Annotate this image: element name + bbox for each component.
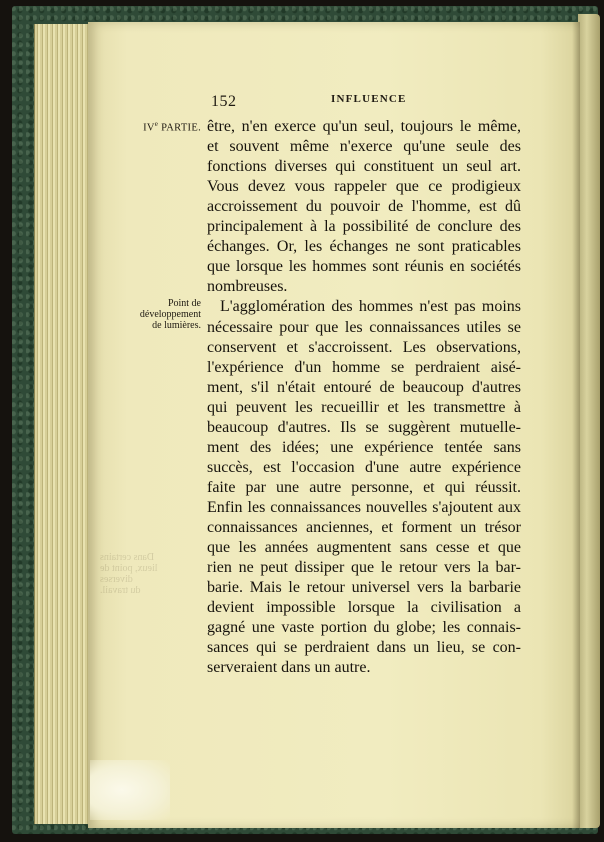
text-line: Enfin les connaissances nouvelles s'ajoutent aux [207, 499, 521, 516]
text-line: nombreuses. [207, 278, 288, 295]
text-line: et souvent même n'exerce qu'une seule des [207, 138, 521, 155]
text-line: ment des idées; une expérience tentée sans [207, 439, 521, 456]
page-stack-edge [34, 24, 91, 824]
text-line: l'expérience d'un homme se perdraient aisé- [207, 359, 521, 376]
text-line: fonctions diverses qui constituent un seul art. [207, 158, 521, 175]
text-line: serveraient dans un autre. [207, 659, 371, 676]
facing-page-edge [578, 14, 600, 828]
page-number: 152 [211, 93, 237, 110]
part-label: PARTIE. [158, 122, 201, 134]
text-line: gagné une vaste portion du globe; les connais- [207, 619, 521, 636]
margin-note-line: développement [139, 309, 201, 320]
text-line: barie. Mais le retour universel vers la barbarie [207, 579, 521, 596]
text-line: que lorsque les hommes sont réunis en sociétés [207, 258, 521, 275]
part-number: IV [143, 122, 155, 134]
margin-note-line: de lumières. [152, 320, 201, 331]
bleed-through-line: Dans certains [100, 552, 155, 563]
text-line: conservent et s'accroissent. Les observations, [207, 339, 521, 356]
gutter-shadow [572, 22, 580, 828]
text-line: rien ne peut dissiper que le retour vers la bar- [207, 559, 521, 576]
text-line: que les années augmentent sans cesse et que [207, 539, 521, 556]
text-line: faite par une autre personne, et qui réussit. [207, 479, 521, 496]
text-line: sances qui se perdraient dans un lieu, se con- [207, 639, 521, 656]
part-superscript: e [154, 120, 159, 128]
part-marker [111, 119, 201, 134]
text-line: beaucoup d'autres. Ils se suggèrent mutuelle- [207, 419, 521, 436]
text-line: connaissances anciennes, et forment un trésor [207, 519, 521, 536]
text-line: principalement à la possibilité de conclure des [207, 218, 521, 235]
text-line: L'agglomération des hommes n'est pas moins [220, 298, 521, 315]
text-line: accroissement du pouvoir de l'homme, est dû [207, 198, 521, 215]
running-head: INFLUENCE [331, 93, 407, 105]
text-line: être, n'en exerce qu'un seul, toujours le même, [207, 118, 521, 135]
text-line: nécessaire pour que les connaissances utiles se [207, 319, 521, 336]
bleed-through-line: lieux, point de [100, 563, 158, 574]
text-line: qui peuvent les recueillir et les transmettre à [207, 399, 521, 416]
margin-note [111, 298, 201, 331]
bleed-through-line: du travail. [100, 585, 141, 596]
margin-note-line: Point de [167, 298, 201, 309]
bleed-through-text [100, 552, 196, 596]
text-line: succès, est l'occasion d'une autre expérience [207, 459, 521, 476]
bleed-through-line: diverses [100, 574, 133, 585]
paper-blemish [90, 760, 170, 820]
text-line: Vous devez vous rappeler que ce prodigieux [207, 178, 521, 195]
text-line: devient impossible lorsque la civilisation a [207, 599, 521, 616]
text-line: ment, s'il n'était entouré de beaucoup d'autres [207, 379, 521, 396]
text-line: échanges. Or, les échanges ne sont praticables [207, 238, 521, 255]
